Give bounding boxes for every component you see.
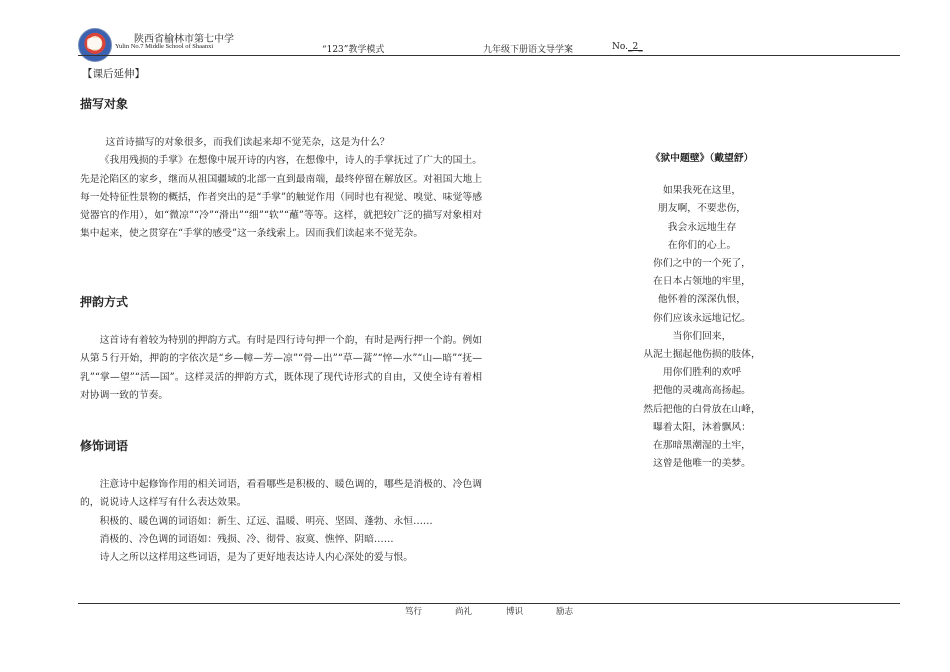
paragraph: 诗人之所以这样用这些词语，是为了更好地表达诗人内心深处的爱与恨。 [99, 552, 414, 564]
poem-line: 然后把他的白骨放在山峰， [643, 403, 761, 415]
paragraph: 消极的、冷色调的词语如：残损、冷、彻骨、寂寞、憔悴、阴暗…… [99, 533, 394, 545]
poem-line: 你们应该永远地记忆。 [653, 312, 751, 324]
school-logo [78, 28, 112, 62]
section-tag: 【课后延伸】 [82, 68, 145, 80]
doc-number-value: _2_ [628, 42, 643, 52]
motto-2: 尚礼 [455, 607, 473, 617]
poem-line: 在你们的心上。 [667, 239, 737, 251]
doc-number-label: No. [612, 42, 628, 52]
paragraph: 积极的、暖色调的词语如：新生、辽远、温暖、明亮、坚固、蓬勃、永恒…… [99, 515, 433, 527]
paragraph-block-2 [80, 332, 482, 405]
paragraph: 注意诗中起修饰作用的相关词语，看看哪些是积极的、暖色调的，哪些是消极的、冷色调的，说说诗人这样写有什么表达效果。 [80, 479, 482, 509]
motto-4: 励志 [556, 607, 574, 617]
poem-line: 当你们回来， [672, 330, 732, 342]
heading-rhyme-scheme: 押韵方式 [80, 295, 129, 309]
poem-line: 把他的灵魂高高扬起。 [653, 385, 751, 397]
poem-line: 我会永远地生存 [667, 221, 737, 233]
poem-line: 你们之中的一个死了， [653, 258, 751, 270]
paragraph: 这首诗有着较为特别的押韵方式。有时是四行诗句押一个韵，有时是两行押一个韵。例如从第５行开始，押韵的字依次是“乡—幛—芳—凉”“骨—出”“草—蒿”“悴—水”“山—暗”“抚—乳”“掌—望”“活—国”。这样灵活的押韵方式，既体现了现代诗形式的自由，又使全诗有着相对协调一致的节奏。 [80, 335, 482, 401]
poem-line: 如果我死在这里， [662, 185, 742, 197]
school-name-cn: 陕西省榆林市第七中学 [134, 34, 234, 45]
poem-line: 用你们胜利的欢呼 [662, 367, 742, 379]
motto-1: 笃行 [405, 607, 423, 617]
motto-3: 博识 [506, 607, 524, 617]
course-title: 九年级下册语文导学案 [483, 45, 574, 55]
paragraph-block-3 [80, 476, 482, 567]
poem-line: 这曾是他唯一的美梦。 [653, 458, 751, 470]
heading-modifier-words: 修饰词语 [80, 439, 129, 453]
poem-block [628, 150, 776, 473]
poem-line: 朋友啊，不要悲伤， [657, 203, 747, 215]
header-divider [78, 55, 900, 56]
poem-line: 从泥土掘起他伤损的肢体， [643, 349, 761, 361]
poem-line: 曝着太阳，沐着飘风： [653, 421, 751, 433]
heading-description-object: 描写对象 [80, 97, 129, 111]
paragraph-block-1 [80, 134, 482, 244]
paragraph: 这首诗描写的对象很多，而我们读起来却不觉芜杂，这是为什么？ [105, 137, 390, 148]
footer-divider [78, 603, 900, 604]
paragraph: 《我用残损的手掌》在想像中展开诗的内容，在想像中，诗人的手掌抚过了广大的国土。先是沦陷区的家乡，继而从祖国疆域的北部一直到最南端，最终停留在解放区。对祖国大地上每一处特征性景物的概括，作者突出的是“手掌”的触觉作用（同时也有视觉、嗅觉、味觉等感觉器官的作用），如“微凉”“冷”“滑出”“细”“软”“蘸”等等。这样，就把较广泛的描写对象相对集中起来，使之贯穿在“手掌的感受”这一条线索上。因而我们读起来不觉芜杂。 [80, 155, 482, 240]
poem-line: 在那暗黑潮湿的土牢， [653, 440, 751, 452]
school-name-en: Yulin No.7 Middle School of Shaanxi [115, 43, 214, 50]
poem-title: 《狱中题壁》（戴望舒） [650, 153, 754, 164]
doc-number [612, 42, 643, 52]
poem-line: 他怀着的深深仇恨， [657, 294, 747, 306]
poem-line: 在日本占领地的牢里， [653, 276, 751, 288]
teaching-mode: “123”教学模式 [322, 45, 385, 55]
